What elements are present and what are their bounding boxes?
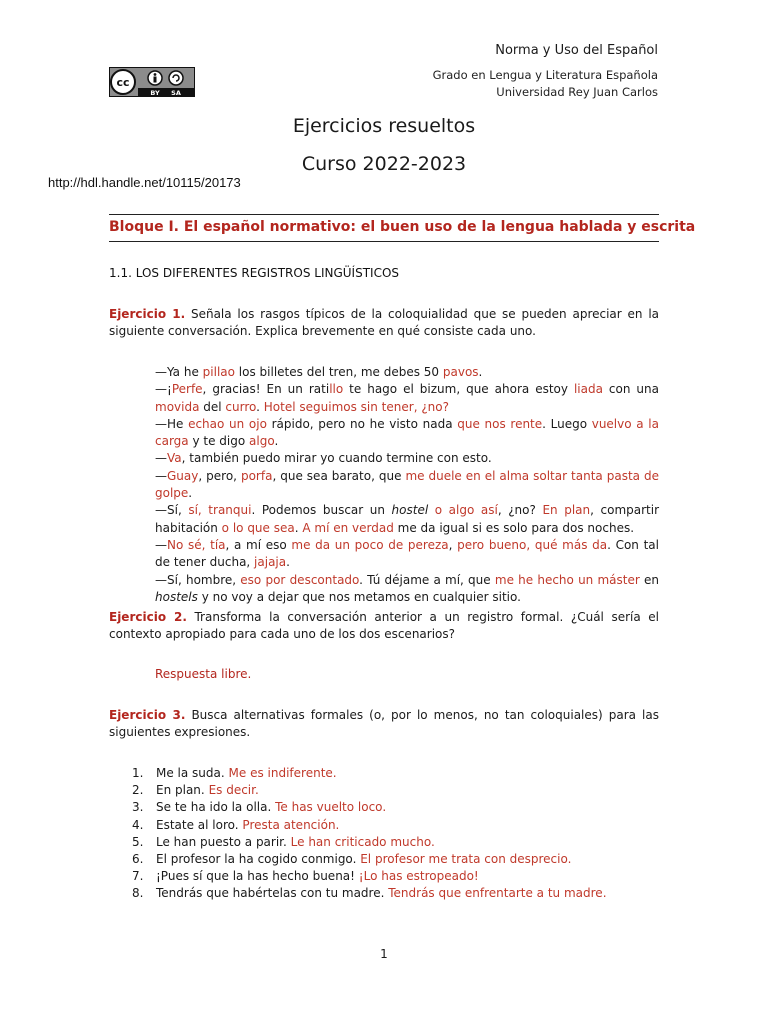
formal-answer: Presta atención. xyxy=(242,817,340,832)
formal-answer: Es decir. xyxy=(208,783,259,798)
item-number: 7. xyxy=(132,869,144,884)
colloquial-expression: Tendrás que habértelas con tu madre. xyxy=(156,886,385,901)
colloquial-expression: Me la suda. xyxy=(156,766,225,780)
dialogue-text: . xyxy=(256,399,264,414)
dialogue-text: . Con tal de tener ducha, xyxy=(155,537,659,570)
formal-answer: Me es indiferente. xyxy=(228,766,337,780)
handle-url[interactable]: http://hdl.handle.net/10115/20173 xyxy=(48,175,241,190)
colloquial-highlight: sí, tranqui xyxy=(188,503,252,518)
expression-item xyxy=(132,834,607,851)
dialogue-text: —Ya he xyxy=(155,365,203,379)
page-number: 1 xyxy=(380,947,388,961)
colloquial-expression: El profesor la ha cogido conmigo. xyxy=(156,851,357,866)
course-title: Norma y Uso del Español xyxy=(495,43,658,58)
dialogue-line xyxy=(155,537,659,572)
colloquial-highlight: A mí en verdad xyxy=(302,520,394,535)
bottom-rule xyxy=(109,241,659,242)
dialogue-text: del xyxy=(199,399,226,414)
section-heading: 1.1. LOS DIFERENTES REGISTROS LINGÜÍSTICOS xyxy=(109,266,400,280)
colloquial-expression: ¡Pues sí que la has hecho buena! xyxy=(156,869,355,884)
formal-answer: El profesor me trata con desprecio. xyxy=(360,851,572,866)
dialogue-text: —He xyxy=(155,416,189,431)
document-title: Ejercicios resueltos xyxy=(292,115,476,137)
colloquial-highlight: movida xyxy=(155,399,200,414)
dialogue-text: . Podemos buscar un xyxy=(251,503,392,518)
degree-name: Grado en Lengua y Literatura Española xyxy=(432,68,658,82)
dialogue-text: . xyxy=(188,486,193,501)
item-number: 6. xyxy=(132,851,144,866)
dialogue-line xyxy=(155,416,659,451)
colloquial-highlight: me da un poco de pereza xyxy=(291,537,449,552)
exercise-3 xyxy=(109,707,659,741)
dialogue-text: . xyxy=(274,434,279,449)
item-number: 5. xyxy=(132,834,144,849)
dialogue-line xyxy=(155,468,659,503)
expression-item xyxy=(132,885,607,902)
colloquial-highlight: o algo así xyxy=(434,503,498,518)
dialogue-text: —Sí, xyxy=(155,503,189,518)
dialogue-text: —Sí, hombre, xyxy=(155,572,241,587)
formal-answer: Le han criticado mucho. xyxy=(290,834,435,849)
dialogue-text: hostels xyxy=(155,589,198,604)
dialogue-text: en xyxy=(639,572,660,587)
university-name: Universidad Rey Juan Carlos xyxy=(496,85,658,99)
colloquial-highlight: porfa xyxy=(240,468,273,483)
cc-symbol: cc xyxy=(116,76,130,89)
dialogue-text: , gracias! En un rati xyxy=(202,382,330,397)
formal-answer: Tendrás que enfrentarte a tu madre. xyxy=(388,886,607,901)
by-label: BY xyxy=(150,89,160,96)
colloquial-highlight: me he hecho un máster xyxy=(494,572,640,587)
dialogue-text: , pero, xyxy=(198,468,241,483)
expression-item xyxy=(132,868,607,885)
dialogue-text: te hago el bizum, que ahora estoy xyxy=(343,382,574,397)
dialogue-text: los billetes del tren, me debes 50 xyxy=(234,365,443,379)
exercise-3-prompt: Busca alternativas formales (o, por lo menos, no tan coloquiales) para las siguientes expresiones. xyxy=(109,708,659,739)
colloquial-expression: En plan. xyxy=(156,783,205,798)
exercise-2 xyxy=(109,609,659,643)
exercise-1-label: Ejercicio 1. xyxy=(109,307,186,321)
exercise-2-prompt: Transforma la conversación anterior a un registro formal. ¿Cuál sería el contexto apropiado para cada uno de los dos escenarios? xyxy=(109,610,660,641)
dialogue-line xyxy=(155,450,659,467)
colloquial-highlight: pavos xyxy=(442,365,479,379)
dialogue-text: , xyxy=(448,537,458,552)
dialogue-text: y no voy a dejar que nos metamos en cualquier sitio. xyxy=(197,589,521,604)
dialogue-text xyxy=(428,503,435,517)
dialogue-text: — xyxy=(155,468,167,483)
dialogue-text: , a mí eso xyxy=(225,537,292,552)
dialogue-text: , también puedo mirar yo cuando termine con esto. xyxy=(181,451,492,466)
dialogue-text: . xyxy=(286,555,290,570)
colloquial-highlight: echao un ojo xyxy=(188,416,267,431)
colloquial-highlight: eso por descontado xyxy=(240,572,360,587)
colloquial-highlight: liada xyxy=(573,382,603,397)
item-number: 3. xyxy=(132,800,144,815)
expression-item xyxy=(132,782,607,799)
exercise-1 xyxy=(109,306,659,340)
colloquial-expression: Estate al loro. xyxy=(156,817,239,832)
colloquial-highlight: vuelvo a la carga xyxy=(155,416,659,449)
dialogue-text: — xyxy=(155,537,167,552)
exercise-2-label: Ejercicio 2. xyxy=(109,610,187,624)
item-number: 2. xyxy=(132,783,144,798)
item-number: 4. xyxy=(132,817,144,832)
colloquial-highlight: o lo que sea xyxy=(221,520,295,535)
colloquial-expression: Le han puesto a parir. xyxy=(156,834,287,849)
colloquial-highlight: jajaja xyxy=(254,555,287,570)
exercise-2-answer: Respuesta libre. xyxy=(155,667,252,681)
colloquial-expression: Se te ha ido la olla. xyxy=(156,800,272,815)
colloquial-highlight: que nos rente xyxy=(457,416,543,431)
expression-item xyxy=(132,765,607,782)
item-number: 8. xyxy=(132,886,144,901)
dialogue-line xyxy=(155,502,659,537)
dialogue-text: , ¿no? xyxy=(497,503,543,518)
colloquial-highlight: Hotel seguimos sin tener, ¿no? xyxy=(263,399,450,414)
dialogue xyxy=(155,364,659,606)
dialogue-text: . xyxy=(478,365,483,379)
expression-item xyxy=(132,817,607,834)
colloquial-highlight: pillao xyxy=(202,365,235,379)
expression-item xyxy=(132,851,607,868)
top-rule xyxy=(109,214,659,215)
colloquial-highlight: Guay xyxy=(167,468,199,483)
expression-item xyxy=(132,799,607,816)
colloquial-highlight: Va xyxy=(167,451,182,466)
colloquial-highlight: curro xyxy=(225,399,257,414)
colloquial-highlight: En plan xyxy=(542,503,591,518)
exercise-3-label: Ejercicio 3. xyxy=(109,708,186,722)
colloquial-highlight: Perfe xyxy=(171,382,203,397)
dialogue-text: y te digo xyxy=(188,434,250,449)
dialogue-text: me da igual si es solo para dos noches. xyxy=(393,520,635,535)
dialogue-text: hostel xyxy=(391,503,429,518)
formal-answer: Te has vuelto loco. xyxy=(275,800,387,815)
dialogue-text: . Luego xyxy=(542,416,592,431)
dialogue-text: . xyxy=(294,520,303,535)
cc-by-sa-license-icon xyxy=(109,67,195,97)
item-number: 1. xyxy=(132,766,144,780)
colloquial-highlight: pero bueno, qué más da xyxy=(457,537,608,552)
formal-answer: ¡Lo has estropeado! xyxy=(358,869,479,884)
dialogue-text: , compartir habitación xyxy=(155,503,660,535)
expressions-list xyxy=(132,765,607,903)
colloquial-highlight: me duele en el alma soltar tanta pasta de golpe xyxy=(155,468,659,501)
block-heading: Bloque I. El español normativo: el buen uso de la lengua hablada y escrita xyxy=(109,219,696,235)
dialogue-line xyxy=(155,572,659,607)
dialogue-text: , que sea barato, que xyxy=(272,468,406,483)
colloquial-highlight: No sé, tía xyxy=(167,537,226,552)
dialogue-line xyxy=(155,381,659,416)
dialogue-text: — xyxy=(155,451,167,466)
exercise-1-prompt: Señala los rasgos típicos de la coloquialidad que se pueden apreciar en la siguiente conversación. Explica brevemente en qué consiste cada uno. xyxy=(109,307,660,338)
dialogue-text: —¡ xyxy=(155,382,172,397)
dialogue-text: con una xyxy=(602,382,659,397)
colloquial-highlight: llo xyxy=(329,382,344,397)
dialogue-text: rápido, pero no he visto nada xyxy=(266,416,458,431)
colloquial-highlight: algo xyxy=(249,434,275,449)
dialogue-text: . Tú déjame a mí, que xyxy=(359,572,495,587)
course-year: Curso 2022-2023 xyxy=(301,153,467,175)
dialogue-line xyxy=(155,364,659,381)
sa-label: SA xyxy=(171,89,181,96)
